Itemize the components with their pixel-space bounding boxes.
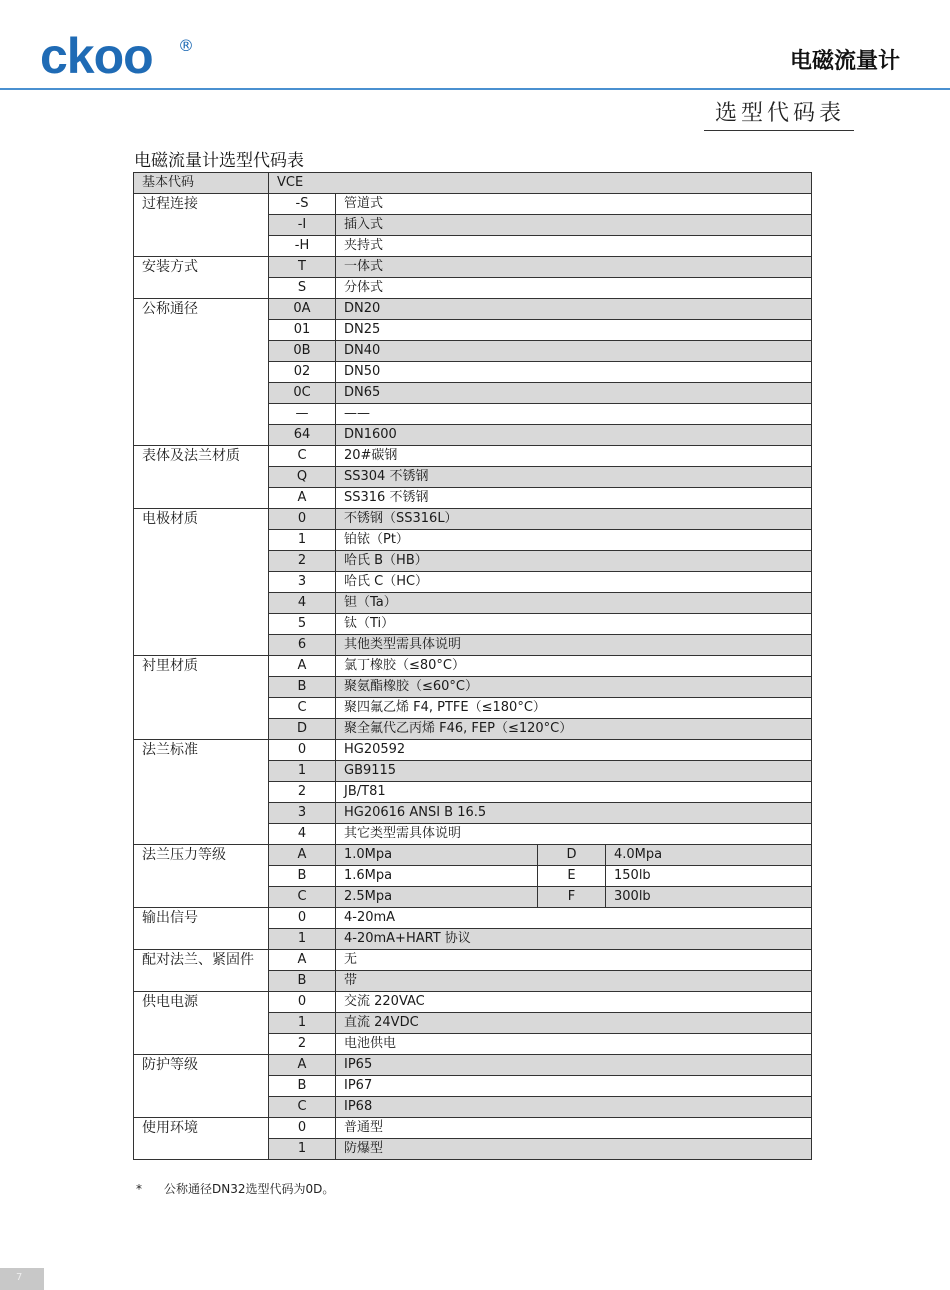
option-code: 3	[269, 803, 336, 824]
option-description: 普通型	[336, 1118, 812, 1139]
option-code: A	[269, 656, 336, 677]
option-description: 直流 24VDC	[336, 1013, 812, 1034]
group-label: 防护等级	[134, 1055, 269, 1118]
option-description: 带	[336, 971, 812, 992]
selection-code-table	[133, 172, 812, 1160]
section-subtitle: 选型代码表	[714, 101, 845, 126]
option-code: A	[269, 845, 336, 866]
option-description: 4-20mA	[336, 908, 812, 929]
table-row	[134, 740, 812, 761]
brand-logo: ckoo	[40, 28, 153, 84]
option-code: B	[269, 1076, 336, 1097]
option-code-secondary: F	[538, 887, 606, 908]
table-row	[134, 908, 812, 929]
option-description: HG20616 ANSI B 16.5	[336, 803, 812, 824]
option-code: —	[269, 404, 336, 425]
option-description: DN20	[336, 299, 812, 320]
option-description: 电池供电	[336, 1034, 812, 1055]
option-code: Q	[269, 467, 336, 488]
group-label: 法兰压力等级	[134, 845, 269, 908]
option-code: -I	[269, 215, 336, 236]
option-code: 0B	[269, 341, 336, 362]
table-title: 电磁流量计选型代码表	[134, 151, 304, 171]
group-label: 使用环境	[134, 1118, 269, 1160]
option-description: 4-20mA+HART 协议	[336, 929, 812, 950]
option-description: DN50	[336, 362, 812, 383]
option-code: 2	[269, 551, 336, 572]
option-code: 0A	[269, 299, 336, 320]
base-code-row	[134, 173, 812, 194]
table-row	[134, 992, 812, 1013]
header-divider	[0, 88, 950, 90]
option-description: 其他类型需具体说明	[336, 635, 812, 656]
option-description-secondary: 300lb	[606, 887, 812, 908]
option-code: B	[269, 677, 336, 698]
option-description: DN25	[336, 320, 812, 341]
option-description: 夹持式	[336, 236, 812, 257]
option-code: -S	[269, 194, 336, 215]
option-description: DN40	[336, 341, 812, 362]
option-description: 20#碳钢	[336, 446, 812, 467]
option-code: 64	[269, 425, 336, 446]
option-description: HG20592	[336, 740, 812, 761]
option-code: 4	[269, 824, 336, 845]
page-number: 7	[16, 1272, 23, 1283]
group-label: 供电电源	[134, 992, 269, 1055]
option-code-secondary: D	[538, 845, 606, 866]
group-label: 表体及法兰材质	[134, 446, 269, 509]
base-code-label: 基本代码	[134, 173, 269, 194]
option-code: 0	[269, 908, 336, 929]
option-description: 铂铱（Pt）	[336, 530, 812, 551]
option-description: IP65	[336, 1055, 812, 1076]
option-code: 2	[269, 782, 336, 803]
option-code: C	[269, 887, 336, 908]
option-description: SS304 不锈钢	[336, 467, 812, 488]
option-code: 0C	[269, 383, 336, 404]
option-code-secondary: E	[538, 866, 606, 887]
option-description: 钽（Ta）	[336, 593, 812, 614]
option-code: 1	[269, 530, 336, 551]
option-code: 6	[269, 635, 336, 656]
option-code: D	[269, 719, 336, 740]
option-description: 钛（Ti）	[336, 614, 812, 635]
table-row	[134, 446, 812, 467]
option-description: 聚四氟乙烯 F4, PTFE（≤180°C）	[336, 698, 812, 719]
option-description: DN65	[336, 383, 812, 404]
option-code: A	[269, 950, 336, 971]
option-description: 1.6Mpa	[336, 866, 538, 887]
option-code: 02	[269, 362, 336, 383]
group-label: 电极材质	[134, 509, 269, 656]
option-code: 4	[269, 593, 336, 614]
table-row	[134, 1055, 812, 1076]
option-code: A	[269, 488, 336, 509]
option-description: DN1600	[336, 425, 812, 446]
group-label: 过程连接	[134, 194, 269, 257]
option-description: 聚全氟代乙丙烯 F46, FEP（≤120°C）	[336, 719, 812, 740]
option-code: 1	[269, 1139, 336, 1160]
option-description: 交流 220VAC	[336, 992, 812, 1013]
table-row	[134, 656, 812, 677]
option-description: 插入式	[336, 215, 812, 236]
option-code: 1	[269, 761, 336, 782]
option-code: 0	[269, 1118, 336, 1139]
option-description: 氯丁橡胶（≤80°C）	[336, 656, 812, 677]
option-description: 哈氏 C（HC）	[336, 572, 812, 593]
option-description: JB/T81	[336, 782, 812, 803]
registered-mark: ®	[178, 36, 194, 55]
option-description: 哈氏 B（HB）	[336, 551, 812, 572]
footnote	[136, 1180, 334, 1197]
option-description: 一体式	[336, 257, 812, 278]
option-code: 0	[269, 992, 336, 1013]
option-description: GB9115	[336, 761, 812, 782]
option-code: B	[269, 866, 336, 887]
option-description: 2.5Mpa	[336, 887, 538, 908]
option-description: 其它类型需具体说明	[336, 824, 812, 845]
table-row	[134, 845, 812, 866]
option-code: A	[269, 1055, 336, 1076]
option-code: -H	[269, 236, 336, 257]
group-label: 法兰标准	[134, 740, 269, 845]
option-description: ——	[336, 404, 812, 425]
option-code: C	[269, 1097, 336, 1118]
option-description: SS316 不锈钢	[336, 488, 812, 509]
option-code: S	[269, 278, 336, 299]
option-description-secondary: 4.0Mpa	[606, 845, 812, 866]
table-row	[134, 299, 812, 320]
option-code: 3	[269, 572, 336, 593]
group-label: 衬里材质	[134, 656, 269, 740]
group-label: 输出信号	[134, 908, 269, 950]
option-code: 01	[269, 320, 336, 341]
option-code: B	[269, 971, 336, 992]
option-description: IP68	[336, 1097, 812, 1118]
table-row	[134, 950, 812, 971]
group-label: 安装方式	[134, 257, 269, 299]
group-label: 配对法兰、紧固件	[134, 950, 269, 992]
table-row	[134, 1118, 812, 1139]
option-description: IP67	[336, 1076, 812, 1097]
option-description: 不锈钢（SS316L）	[336, 509, 812, 530]
subtitle-underline	[704, 130, 854, 131]
option-code: 0	[269, 740, 336, 761]
base-code-value: VCE	[269, 173, 812, 194]
option-code: T	[269, 257, 336, 278]
option-description-secondary: 150lb	[606, 866, 812, 887]
footnote-text: 公称通径DN32选型代码为0D。	[164, 1182, 335, 1196]
option-code: 0	[269, 509, 336, 530]
option-code: 1	[269, 1013, 336, 1034]
option-code: 1	[269, 929, 336, 950]
option-description: 聚氨酯橡胶（≤60°C）	[336, 677, 812, 698]
option-description: 管道式	[336, 194, 812, 215]
header-title: 电磁流量计	[789, 49, 900, 74]
group-label: 公称通径	[134, 299, 269, 446]
table-row	[134, 509, 812, 530]
option-description: 防爆型	[336, 1139, 812, 1160]
footnote-star: *	[136, 1182, 142, 1196]
option-code: C	[269, 446, 336, 467]
option-code: 5	[269, 614, 336, 635]
option-code: C	[269, 698, 336, 719]
table-row	[134, 194, 812, 215]
option-description: 1.0Mpa	[336, 845, 538, 866]
option-description: 分体式	[336, 278, 812, 299]
option-code: 2	[269, 1034, 336, 1055]
option-description: 无	[336, 950, 812, 971]
table-row	[134, 257, 812, 278]
